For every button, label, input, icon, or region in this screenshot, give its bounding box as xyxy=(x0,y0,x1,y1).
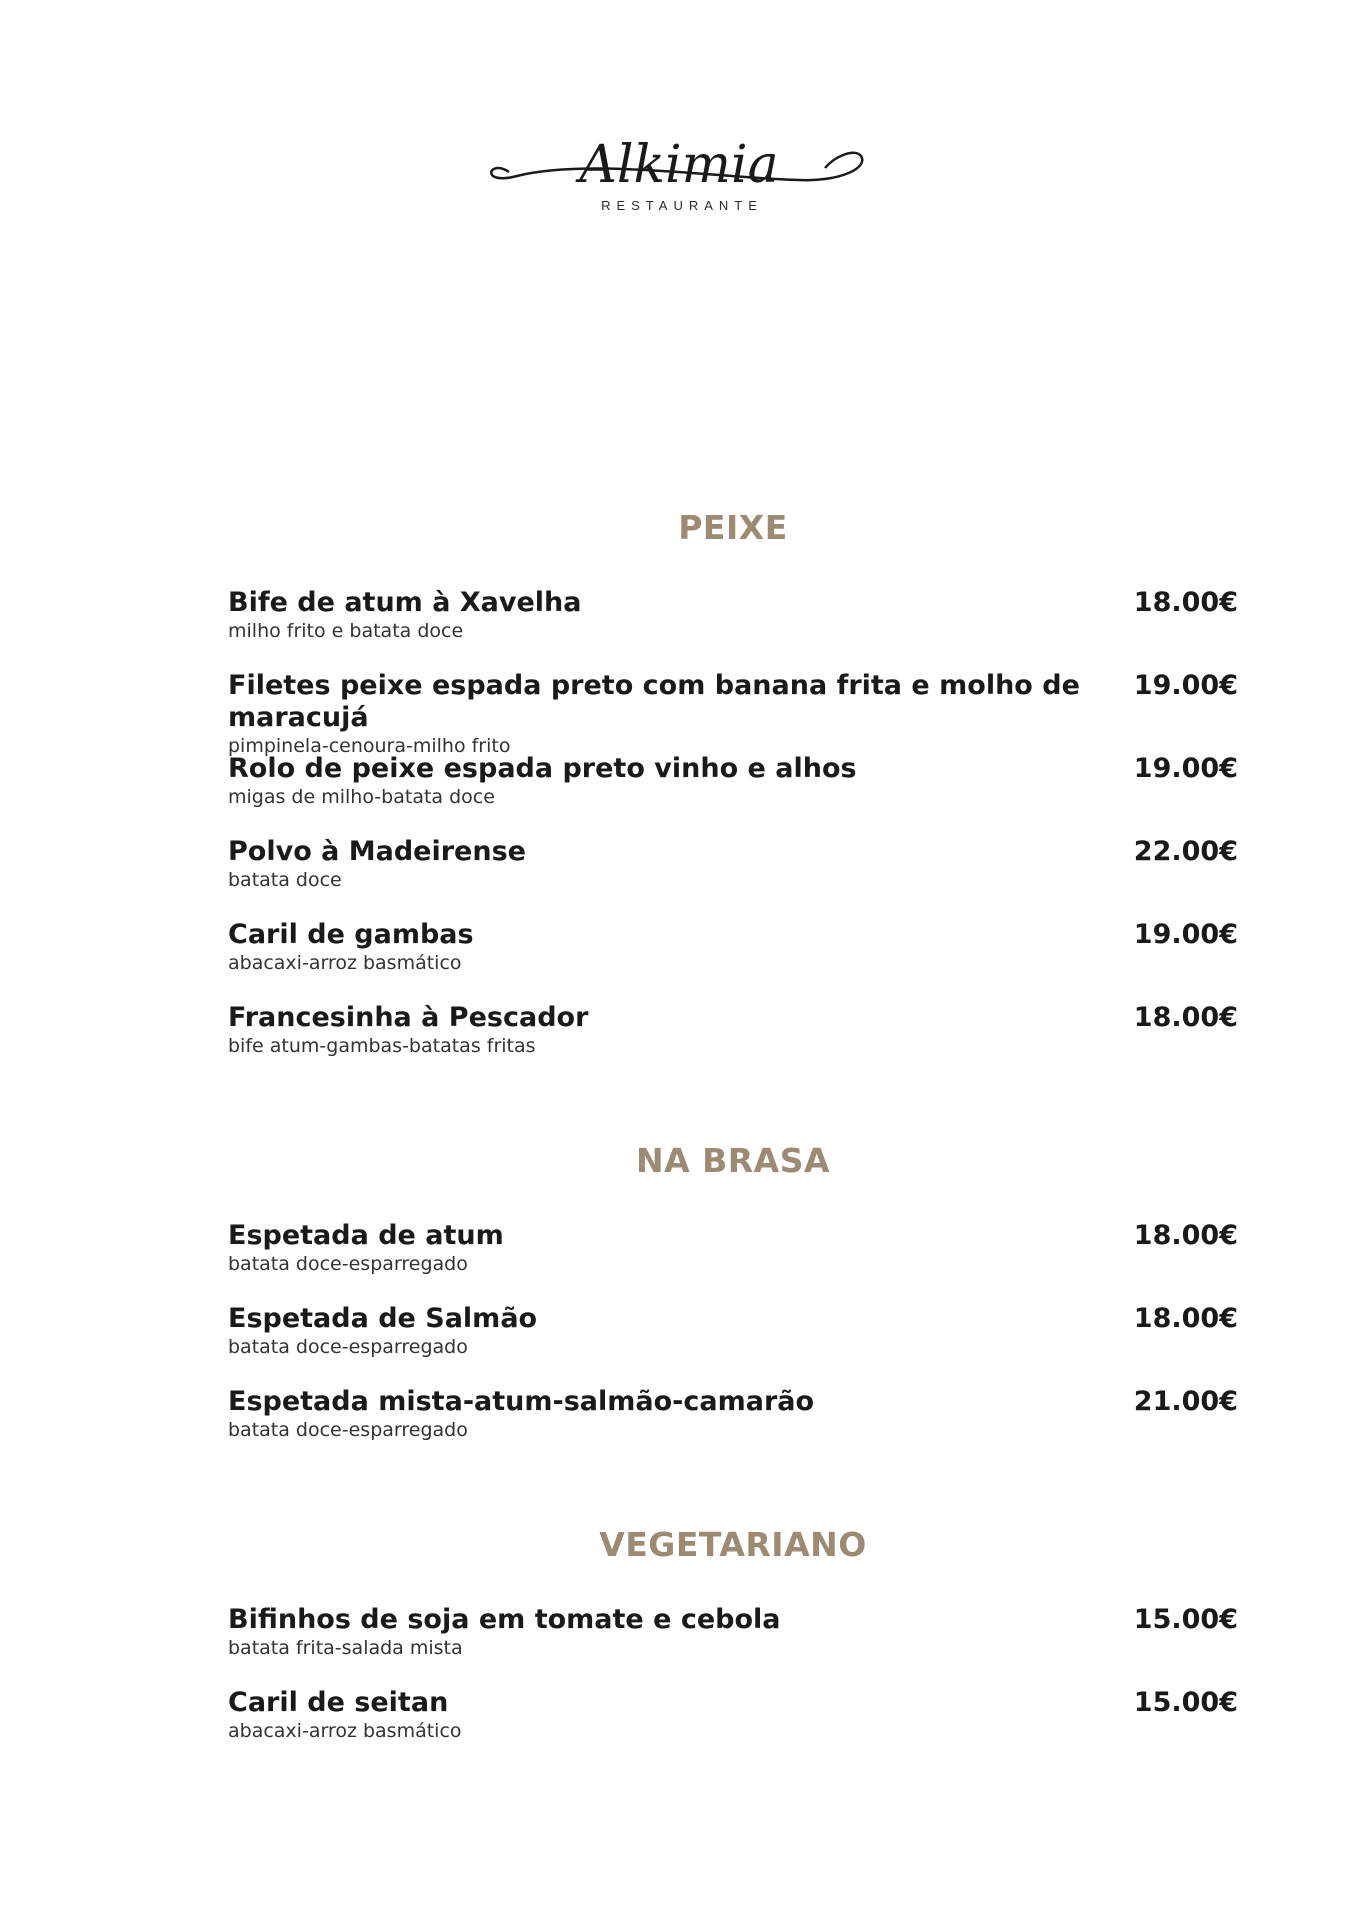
item-name: Francesinha à Pescador xyxy=(228,1002,589,1033)
item-price: 15.00€ xyxy=(1133,1604,1238,1635)
menu-section-peixe xyxy=(228,508,1238,1085)
item-name: Espetada mista-atum-salmão-camarão xyxy=(228,1386,815,1417)
item-description: abacaxi-arroz basmático xyxy=(228,1720,462,1742)
item-description: batata frita-salada mista xyxy=(228,1637,463,1659)
menu-section-na-brasa xyxy=(228,1141,1238,1469)
menu-item xyxy=(228,753,1238,836)
item-price: 22.00€ xyxy=(1133,836,1238,867)
section-title: VEGETARIANO xyxy=(599,1525,867,1564)
item-name: Bifinhos de soja em tomate e cebola xyxy=(228,1604,781,1635)
section-title: PEIXE xyxy=(678,508,788,547)
item-price: 19.00€ xyxy=(1133,670,1238,701)
item-description: abacaxi-arroz basmático xyxy=(228,952,462,974)
item-name: Bife de atum à Xavelha xyxy=(228,587,582,618)
menu-item xyxy=(228,1220,1238,1303)
item-price: 18.00€ xyxy=(1133,1220,1238,1251)
item-description: batata doce-esparregado xyxy=(228,1419,468,1441)
item-description: migas de milho-batata doce xyxy=(228,786,495,808)
menu-section-vegetariano xyxy=(228,1525,1238,1770)
menu-item xyxy=(228,1002,1238,1085)
menu-item xyxy=(228,836,1238,919)
section-title: NA BRASA xyxy=(635,1141,831,1180)
restaurant-logo xyxy=(0,128,1358,213)
item-description: pimpinela-cenoura-milho frito xyxy=(228,735,511,757)
item-description: batata doce-esparregado xyxy=(228,1253,468,1275)
item-price: 18.00€ xyxy=(1133,587,1238,618)
item-description: milho frito e batata doce xyxy=(228,620,464,642)
item-description: bife atum-gambas-batatas fritas xyxy=(228,1035,536,1057)
item-name: Espetada de atum xyxy=(228,1220,504,1251)
item-description: batata doce xyxy=(228,869,342,891)
menu-item xyxy=(228,1303,1238,1386)
logo-wordmark xyxy=(469,128,889,198)
item-name: Caril de gambas xyxy=(228,919,474,950)
item-price: 18.00€ xyxy=(1133,1002,1238,1033)
menu-item xyxy=(228,1687,1238,1770)
menu-item xyxy=(228,919,1238,1002)
menu-item xyxy=(228,1604,1238,1687)
logo-subtitle: RESTAURANTE xyxy=(601,198,763,213)
item-price: 18.00€ xyxy=(1133,1303,1238,1334)
menu xyxy=(228,508,1238,1826)
logo-name: Alkimia xyxy=(579,135,779,195)
menu-item xyxy=(228,587,1238,670)
item-name: Filetes peixe espada preto com banana frita e molho de maracujá xyxy=(228,670,1080,733)
item-name: Espetada de Salmão xyxy=(228,1303,538,1334)
menu-item xyxy=(228,670,1238,757)
item-description: batata doce-esparregado xyxy=(228,1336,468,1358)
item-price: 21.00€ xyxy=(1133,1386,1238,1417)
item-name: Polvo à Madeirense xyxy=(228,836,526,867)
item-price: 19.00€ xyxy=(1133,753,1238,784)
item-name: Caril de seitan xyxy=(228,1687,449,1718)
menu-item xyxy=(228,1386,1238,1469)
item-price: 15.00€ xyxy=(1133,1687,1238,1718)
item-price: 19.00€ xyxy=(1133,919,1238,950)
item-name: Rolo de peixe espada preto vinho e alhos xyxy=(228,753,857,784)
